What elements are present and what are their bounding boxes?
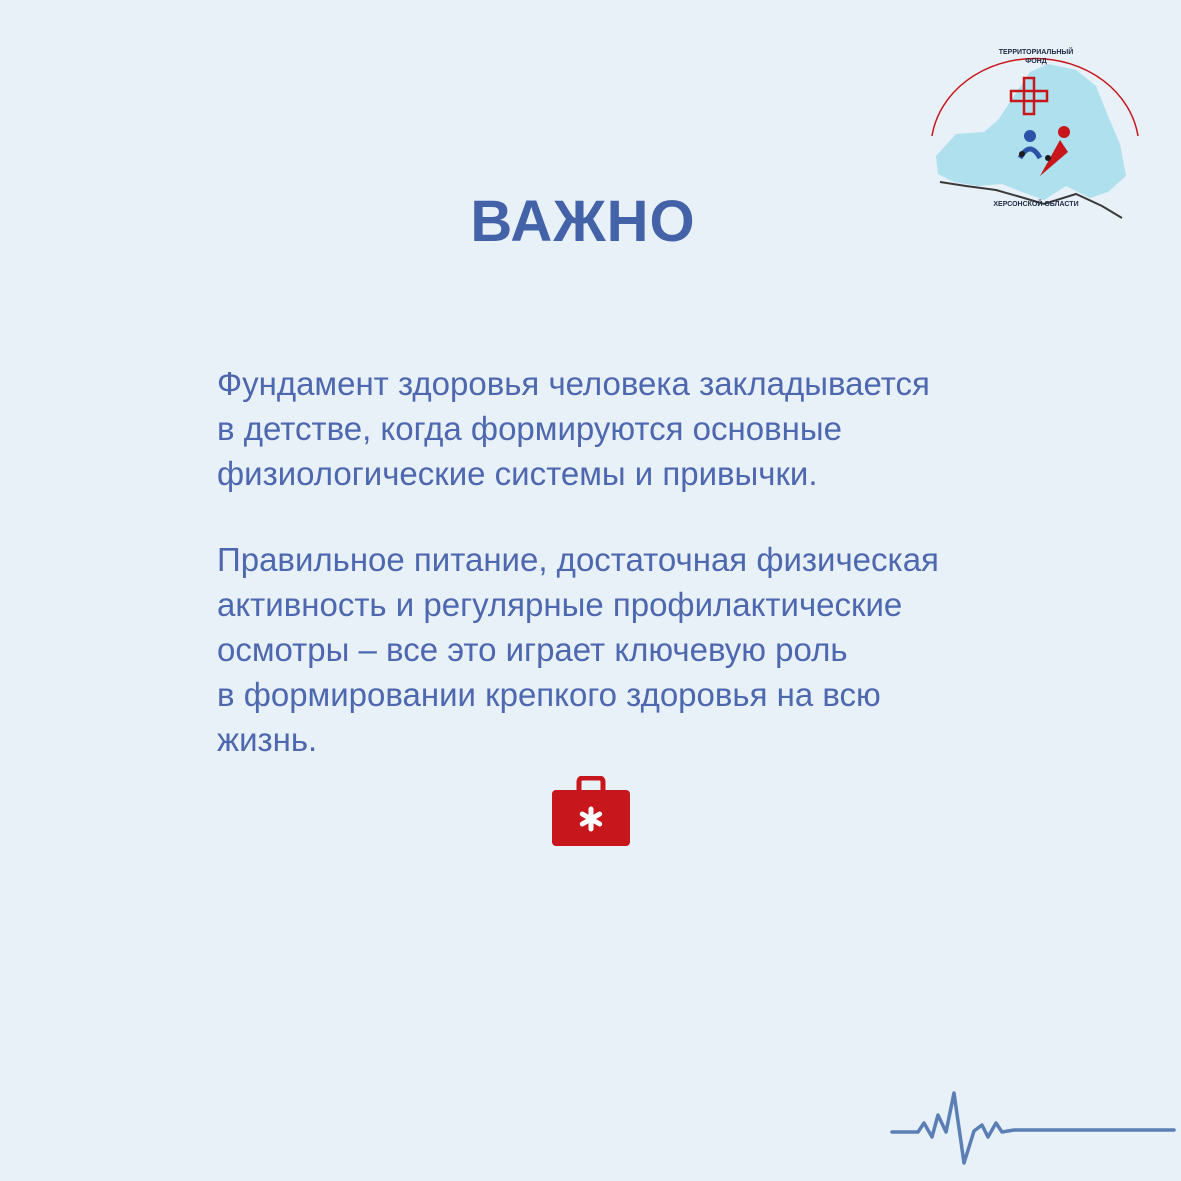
logo-top-line-1: ТЕРРИТОРИАЛЬНЫЙ	[998, 49, 1074, 56]
paragraph-1: Фундамент здоровья человека закладывается в детстве, когда формируются основные физиологические системы и привычки.	[217, 365, 930, 492]
logo-top-text	[926, 48, 1146, 66]
logo-top-line-2: ФОНД	[1025, 58, 1047, 65]
paragraph-2: Правильное питание, достаточная физическая активность и регулярные профилактические осмотры – все это играет ключевую роль в формировании крепкого здоровья на всю жизнь.	[217, 541, 939, 758]
first-aid-kit-icon	[551, 776, 631, 846]
page-title: ВАЖНО	[470, 189, 696, 254]
heartbeat-line-icon	[888, 1085, 1178, 1170]
logo-bottom-text: ХЕРСОНСКОЙ ОБЛАСТИ	[993, 201, 1079, 208]
